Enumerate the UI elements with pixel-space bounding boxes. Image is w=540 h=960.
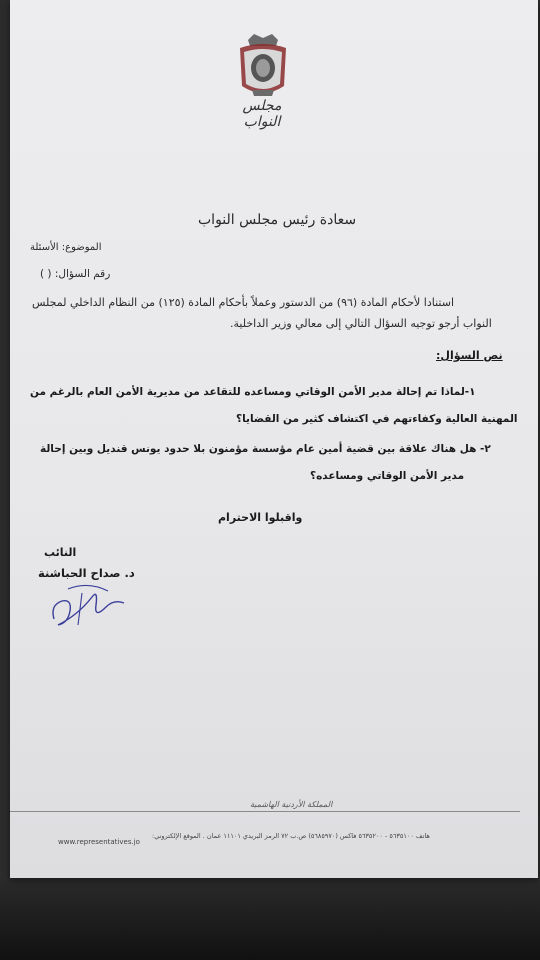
question-2-line-1: ٢- هل هناك علاقة بين قضية أمين عام مؤسسة مؤمنون بلا حدود يونس قنديل وبين إحالة [40,443,491,455]
addressee: سعادة رئيس مجلس النواب [198,212,357,228]
handwritten-signature-icon [48,575,128,630]
question-1-line-1: ١-لماذا تم إحالة مدير الأمن الوقاتي ومساعده للتقاعد من مديرية الأمن العام بالرغم من [30,386,476,398]
desk-surface [0,880,540,960]
question-heading: نص السؤال: [436,349,503,362]
subject-line: الموضوع: الأسئلة [30,242,102,253]
royal-crest-icon [232,30,294,100]
intro-line-1: استنادا لأحكام المادة (٩٦) من الدستور وعملاً بأحكام المادة (١٢٥) من النظام الداخلي لمجلس [32,296,455,309]
closing: واقبلوا الاحترام [218,511,303,524]
signatory-title: النائب [44,546,77,559]
question-number: رقم السؤال: ( ) [40,268,111,280]
question-1-line-2: المهنية العالية وكفاءتهم في اكتشاف كثير من القضايا؟ [236,413,518,425]
footer-stamp: المملكة الأردنية الهاشمية [250,800,333,809]
footer-contact: هاتف ٥٦٣٥١٠٠ - ٥٦٣٥٢٠٠ فاكس (٥٦٨٥٩٧٠) ص.ب ٧٢ الرمز البريدي ١١١٠١ عمان . الموقع الإلكتروني: [152,832,430,840]
signatory-name: د. صداح الحباشنة [38,566,135,580]
question-2-line-2: مدير الأمن الوقاتي ومساعده؟ [310,470,465,482]
footer-website: www.representatives.jo [58,838,140,846]
footer-divider [10,811,520,812]
council-logo: مجلس النواب [242,98,282,130]
intro-line-2: النواب أرجو توجيه السؤال التالي إلى معالي وزير الداخلية. [230,317,492,330]
